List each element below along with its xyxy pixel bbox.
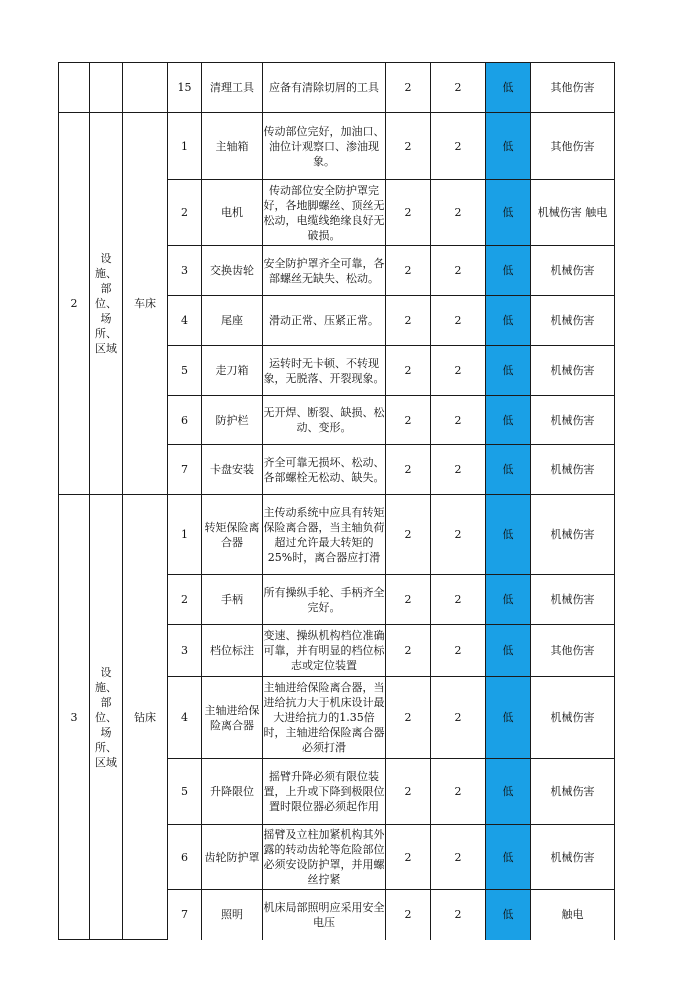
- row-risk-level: 低: [486, 396, 531, 445]
- row-value-2: 2: [431, 346, 486, 396]
- row-hazard: 机械伤害: [531, 346, 615, 396]
- row-hazard: 触电: [531, 890, 615, 940]
- row-seq: 6: [168, 396, 202, 445]
- row-risk-level: 低: [486, 825, 531, 890]
- row-seq: 3: [168, 246, 202, 296]
- row-seq: 4: [168, 296, 202, 346]
- row-risk-level: 低: [486, 677, 531, 759]
- row-value-2: 2: [431, 677, 486, 759]
- row-content: 摇臂升降必须有限位装置，上升或下降到极限位置时限位器必须起作用: [263, 759, 386, 825]
- row-value-1: 2: [386, 575, 431, 625]
- row-hazard: 其他伤害: [531, 625, 615, 677]
- row-value-1: 2: [386, 677, 431, 759]
- row-value-1: 2: [386, 63, 431, 113]
- row-part: 电机: [202, 180, 263, 246]
- row-content: 所有操纵手轮、手柄齐全完好。: [263, 575, 386, 625]
- group-area: 设施、部位、场所、区域: [90, 495, 123, 940]
- row-value-1: 2: [386, 825, 431, 890]
- row-seq: 7: [168, 445, 202, 495]
- row-hazard: 其他伤害: [531, 63, 615, 113]
- row-value-2: 2: [431, 759, 486, 825]
- row-hazard: 机械伤害: [531, 246, 615, 296]
- group-area-cell: [90, 63, 123, 113]
- row-seq: 4: [168, 677, 202, 759]
- row-value-2: 2: [431, 113, 486, 180]
- inspection-table: [58, 62, 615, 940]
- row-content: 无开焊、断裂、缺损、松动、变形。: [263, 396, 386, 445]
- row-part: 升降限位: [202, 759, 263, 825]
- table-row: [59, 63, 615, 113]
- row-risk-level: 低: [486, 113, 531, 180]
- row-part: 走刀箱: [202, 346, 263, 396]
- row-risk-level: 低: [486, 63, 531, 113]
- row-content: 机床局部照明应采用安全电压: [263, 890, 386, 940]
- group-number: 2: [59, 113, 90, 495]
- group-equipment-cell: [123, 63, 168, 113]
- row-seq: 3: [168, 625, 202, 677]
- row-content: 运转时无卡顿、不转现象，无脱落、开裂现象。: [263, 346, 386, 396]
- row-seq: 2: [168, 575, 202, 625]
- row-content: 主轴进给保险离合器，当进给抗力大于机床设计最大进给抗力的1.35倍时，主轴进给保险离合器必须打滑: [263, 677, 386, 759]
- row-seq: 1: [168, 113, 202, 180]
- row-risk-level: 低: [486, 625, 531, 677]
- row-value-1: 2: [386, 759, 431, 825]
- row-value-2: 2: [431, 63, 486, 113]
- row-value-1: 2: [386, 625, 431, 677]
- table-row: [59, 495, 615, 575]
- row-content: 传动部位完好，加油口、油位计观察口、渗油现象。: [263, 113, 386, 180]
- row-part: 主轴进给保险离合器: [202, 677, 263, 759]
- group-number: 3: [59, 495, 90, 940]
- row-risk-level: 低: [486, 575, 531, 625]
- row-value-2: 2: [431, 495, 486, 575]
- row-risk-level: 低: [486, 890, 531, 940]
- row-value-1: 2: [386, 113, 431, 180]
- group-equipment: 钻床: [123, 495, 168, 940]
- row-hazard: 机械伤害: [531, 759, 615, 825]
- row-value-1: 2: [386, 495, 431, 575]
- row-content: 齐全可靠无损坏、松动、各部螺栓无松动、缺失。: [263, 445, 386, 495]
- row-hazard: 其他伤害: [531, 113, 615, 180]
- row-part: 主轴箱: [202, 113, 263, 180]
- row-risk-level: 低: [486, 445, 531, 495]
- row-content: 传动部位安全防护罩完好，各地脚螺丝、顶丝无松动，电缆线绝缘良好无破损。: [263, 180, 386, 246]
- row-risk-level: 低: [486, 296, 531, 346]
- row-hazard: 机械伤害: [531, 825, 615, 890]
- row-hazard: 机械伤害: [531, 296, 615, 346]
- row-seq: 5: [168, 759, 202, 825]
- group-equipment: 车床: [123, 113, 168, 495]
- row-value-1: 2: [386, 346, 431, 396]
- row-hazard: 机械伤害: [531, 495, 615, 575]
- row-value-2: 2: [431, 575, 486, 625]
- row-seq: 2: [168, 180, 202, 246]
- row-risk-level: 低: [486, 346, 531, 396]
- row-value-1: 2: [386, 445, 431, 495]
- row-seq: 5: [168, 346, 202, 396]
- row-seq: 1: [168, 495, 202, 575]
- table-row: [59, 113, 615, 180]
- row-value-1: 2: [386, 180, 431, 246]
- row-hazard: 机械伤害: [531, 396, 615, 445]
- row-value-1: 2: [386, 246, 431, 296]
- row-value-2: 2: [431, 180, 486, 246]
- row-value-1: 2: [386, 890, 431, 940]
- row-value-2: 2: [431, 445, 486, 495]
- row-value-2: 2: [431, 890, 486, 940]
- row-part: 手柄: [202, 575, 263, 625]
- row-value-2: 2: [431, 396, 486, 445]
- group-area: 设施、部位、场所、区域: [90, 113, 123, 495]
- row-content: 主传动系统中应具有转矩保险离合器，当主轴负荷超过允许最大转矩的25%时，离合器应打滑: [263, 495, 386, 575]
- row-part: 交换齿轮: [202, 246, 263, 296]
- row-risk-level: 低: [486, 180, 531, 246]
- row-content: 安全防护罩齐全可靠，各部螺丝无缺失、松动。: [263, 246, 386, 296]
- row-content: 摇臂及立柱加紧机构其外露的转动齿轮等危险部位必须安设防护罩，并用螺丝拧紧: [263, 825, 386, 890]
- row-hazard: 机械伤害: [531, 677, 615, 759]
- row-hazard: 机械伤害: [531, 575, 615, 625]
- row-value-2: 2: [431, 296, 486, 346]
- row-value-1: 2: [386, 296, 431, 346]
- row-part: 防护栏: [202, 396, 263, 445]
- row-hazard: 机械伤害 触电: [531, 180, 615, 246]
- row-part: 照明: [202, 890, 263, 940]
- row-content: 滑动正常、压紧正常。: [263, 296, 386, 346]
- row-risk-level: 低: [486, 495, 531, 575]
- row-risk-level: 低: [486, 246, 531, 296]
- row-part: 卡盘安装: [202, 445, 263, 495]
- row-seq: 6: [168, 825, 202, 890]
- row-value-2: 2: [431, 625, 486, 677]
- row-value-2: 2: [431, 825, 486, 890]
- row-part: 转矩保险离合器: [202, 495, 263, 575]
- row-content: 变速、操纵机构档位准确可靠，并有明显的档位标志或定位装置: [263, 625, 386, 677]
- row-hazard: 机械伤害: [531, 445, 615, 495]
- row-seq: 15: [168, 63, 202, 113]
- group-number-cell: [59, 63, 90, 113]
- row-part: 档位标注: [202, 625, 263, 677]
- row-value-1: 2: [386, 396, 431, 445]
- row-value-2: 2: [431, 246, 486, 296]
- row-part: 尾座: [202, 296, 263, 346]
- row-part: 清理工具: [202, 63, 263, 113]
- row-part: 齿轮防护罩: [202, 825, 263, 890]
- row-risk-level: 低: [486, 759, 531, 825]
- row-seq: 7: [168, 890, 202, 940]
- row-content: 应备有清除切屑的工具: [263, 63, 386, 113]
